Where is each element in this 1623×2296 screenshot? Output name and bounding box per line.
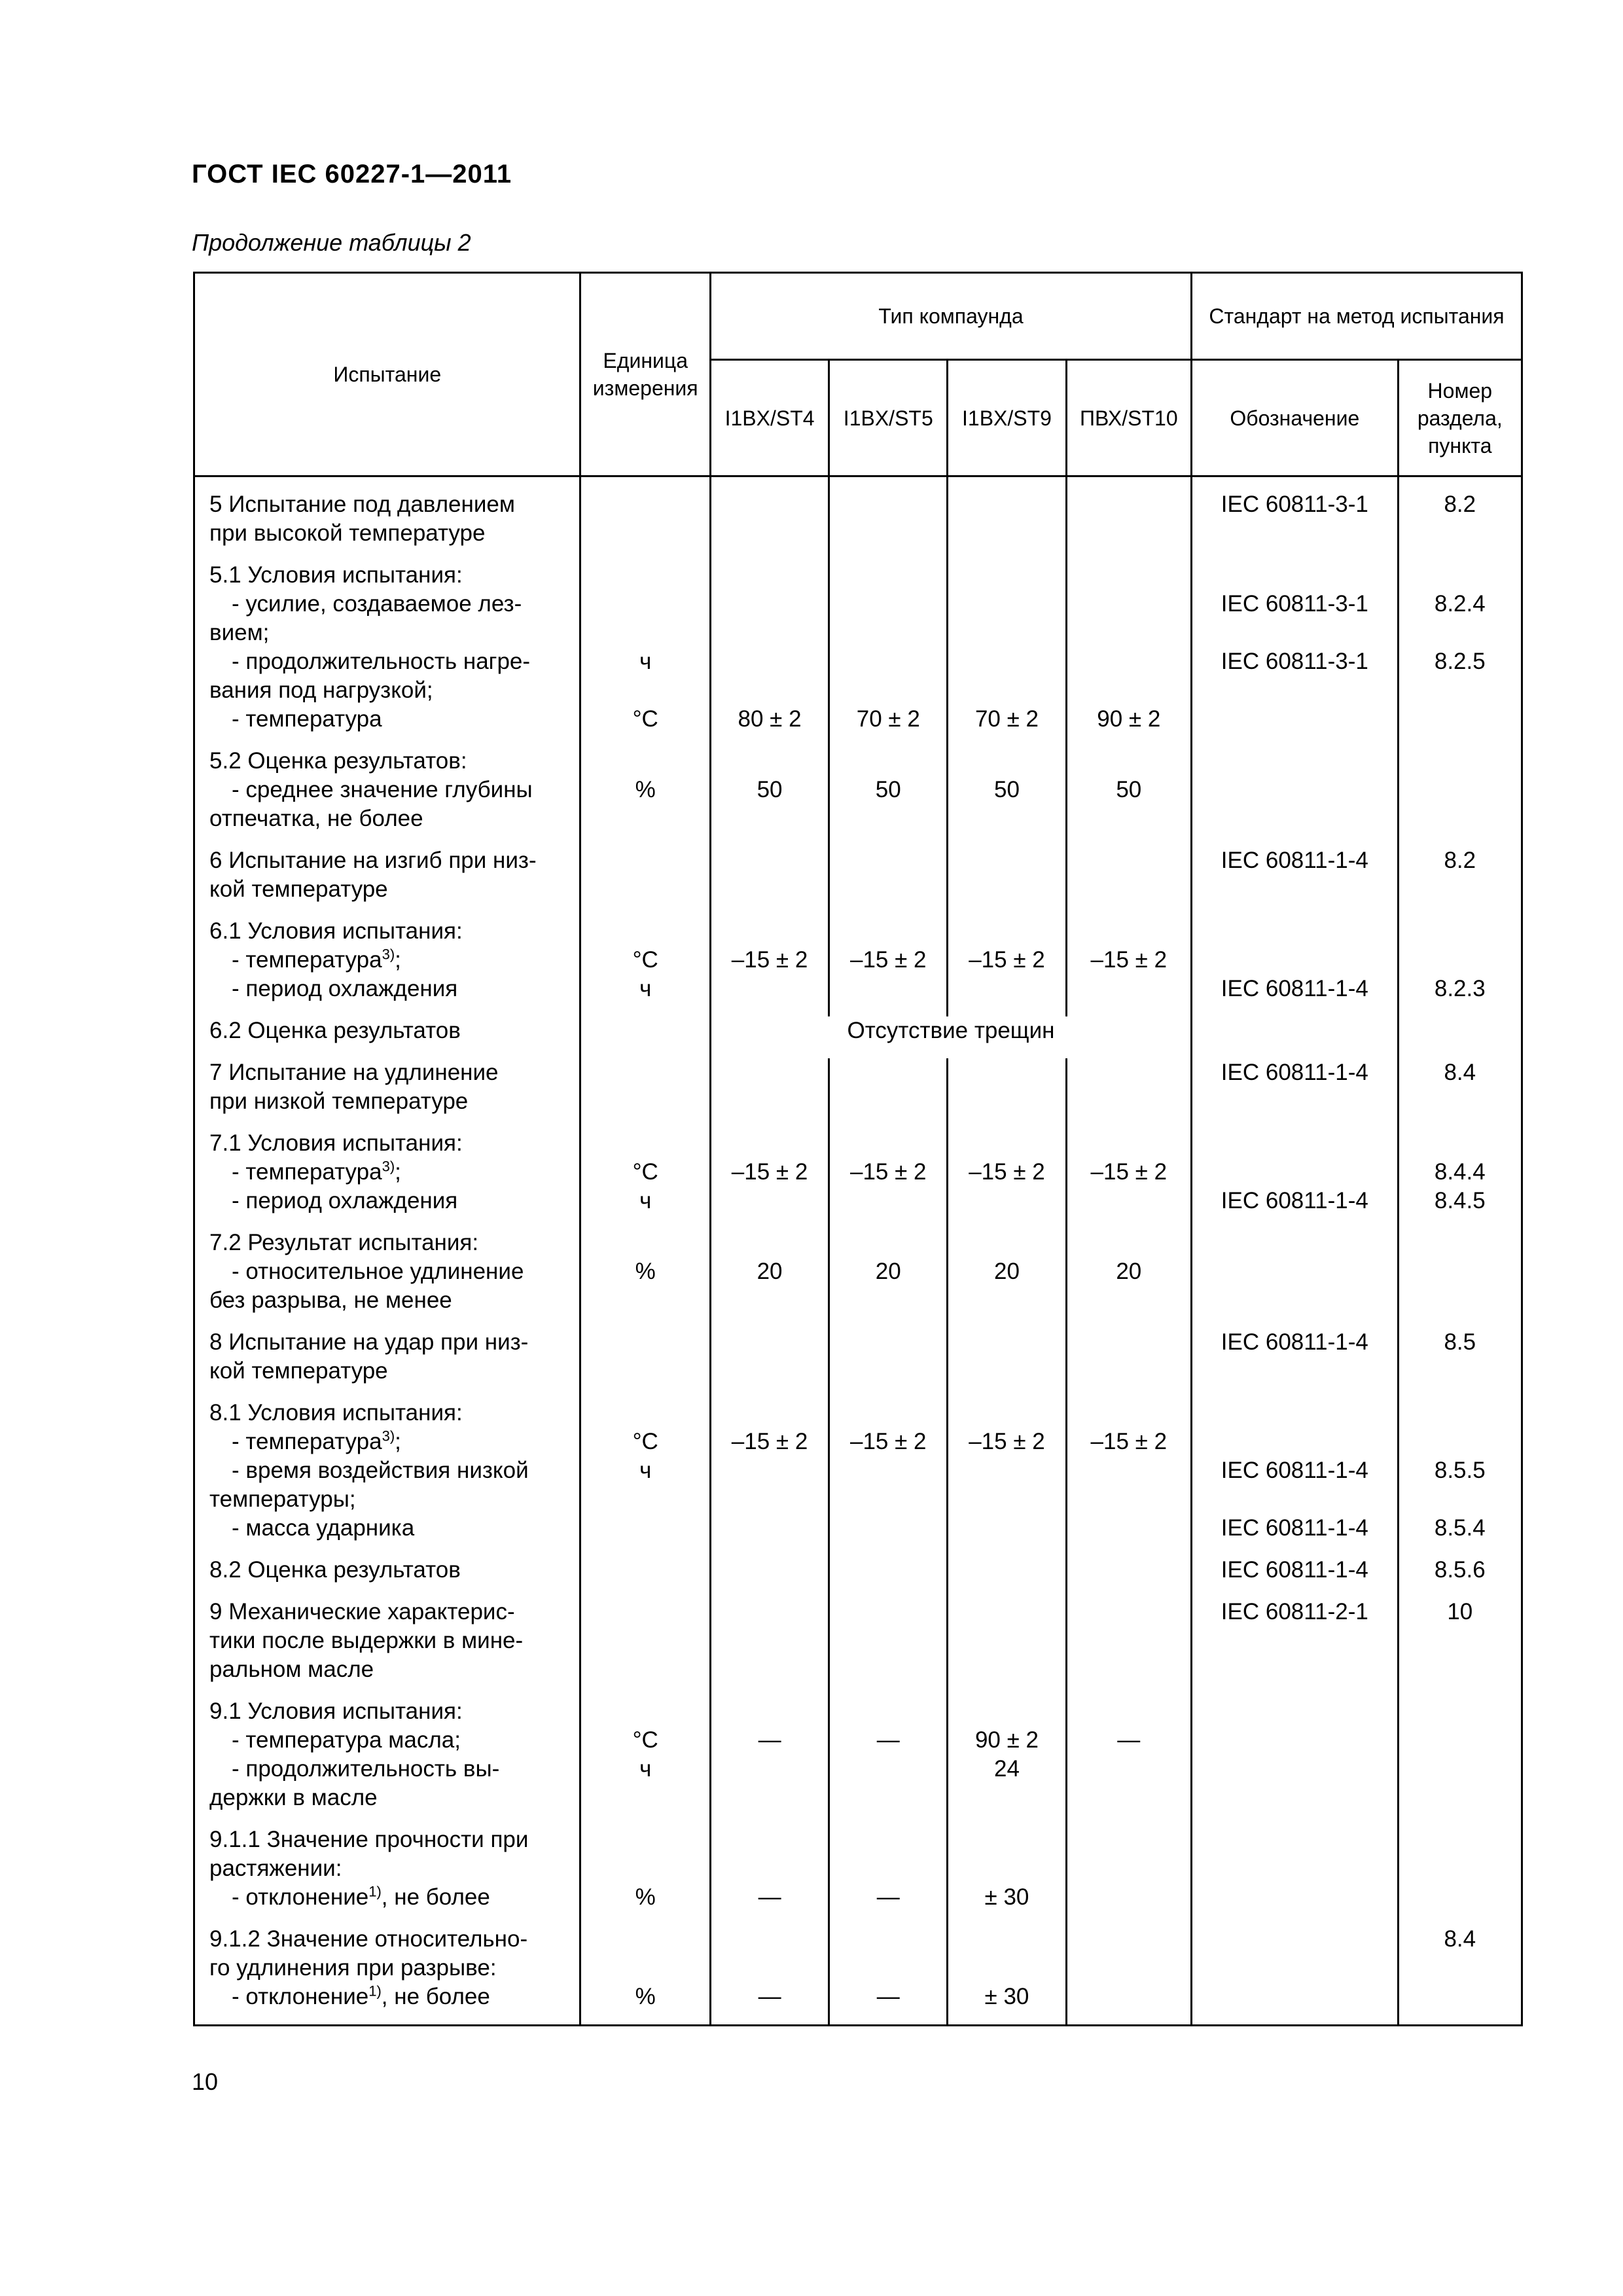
header-compound-3: I1BX/ST9 bbox=[948, 360, 1066, 476]
compound-value: — bbox=[758, 1884, 781, 1910]
compound-value: –15 ± 2 bbox=[1090, 1159, 1168, 1185]
unit-value: °C bbox=[632, 1727, 658, 1753]
row-text: отпечатка, не более bbox=[209, 806, 423, 831]
row-text: 5.1 Условия испытания: bbox=[209, 562, 463, 588]
standard-designation: IEC 60811-3-1 bbox=[1221, 591, 1368, 617]
row-text: при низкой температуре bbox=[209, 1088, 469, 1114]
table-row bbox=[194, 1825, 1522, 1925]
header-compound-4: ПВХ/ST10 bbox=[1066, 360, 1191, 476]
compound-value: 70 ± 2 bbox=[974, 706, 1039, 732]
compound-value: 50 bbox=[757, 777, 783, 802]
compound-value: — bbox=[876, 1884, 900, 1910]
compound-value: 70 ± 2 bbox=[856, 706, 920, 732]
section-number: 8.5 bbox=[1444, 1329, 1476, 1355]
table-row: 6.1 Условия испытания: - температура$^{3)}$; - период охлаждения °C ч –15 ± 2 –15 ± 2 –15 ± 2 –15 ± 2 IEC 60811-1-4 8.2.3 bbox=[194, 917, 1522, 1016]
compound-value: 90 ± 2 bbox=[1097, 706, 1161, 732]
table-row bbox=[194, 561, 1522, 747]
compound-value: –15 ± 2 bbox=[731, 1429, 808, 1454]
table-row bbox=[194, 1556, 1522, 1598]
row-text: 8 Испытание на удар при низ- bbox=[209, 1329, 529, 1355]
row-text: , не более bbox=[381, 1984, 490, 2009]
standard-designation: IEC 60811-1-4 bbox=[1221, 848, 1368, 873]
section-number: 8.2.5 bbox=[1434, 649, 1486, 674]
section-number: 8.2 bbox=[1444, 848, 1476, 873]
row-text: - период охлаждения bbox=[232, 1188, 458, 1213]
table-row bbox=[194, 1697, 1522, 1825]
row-text: 6 Испытание на изгиб при низ- bbox=[209, 848, 537, 873]
row-text: - отклонение bbox=[232, 1984, 369, 2009]
footnote-ref: 1) bbox=[368, 1982, 382, 2000]
table-row bbox=[194, 1925, 1522, 2026]
unit-value: ч bbox=[639, 1756, 652, 1782]
section-number: 8.4 bbox=[1444, 1926, 1476, 1952]
compound-value: –15 ± 2 bbox=[850, 1159, 927, 1185]
row-text: 6.2 Оценка результатов bbox=[209, 1018, 461, 1043]
row-text: 9.1.2 Значение относительно- bbox=[209, 1926, 528, 1952]
result-span: Отсутствие трещин bbox=[847, 1018, 1055, 1043]
compound-value: –15 ± 2 bbox=[850, 947, 927, 973]
section-number: 8.2.3 bbox=[1434, 976, 1486, 1001]
compound-value: 24 bbox=[994, 1756, 1020, 1782]
row-text: - относительное удлинение bbox=[232, 1259, 524, 1284]
compound-value: 20 bbox=[994, 1259, 1020, 1284]
compound-value: –15 ± 2 bbox=[731, 947, 808, 973]
footnote-ref: 3) bbox=[382, 946, 395, 963]
row-text: кой температуре bbox=[209, 1358, 388, 1384]
row-text: - усилие, создаваемое лез- bbox=[232, 591, 522, 617]
row-text: - температура масла; bbox=[232, 1727, 461, 1753]
page-header: ГОСТ IEC 60227-1—2011 bbox=[192, 160, 512, 188]
row-text: 8.1 Условия испытания: bbox=[209, 1400, 463, 1426]
row-text: - период охлаждения bbox=[232, 976, 458, 1001]
row-text: тики после выдержки в мине- bbox=[209, 1628, 524, 1653]
row-text: - продолжительность нагре- bbox=[232, 649, 531, 674]
compound-value: ± 30 bbox=[984, 1984, 1029, 2009]
page-number: 10 bbox=[192, 2068, 219, 2095]
table-row bbox=[194, 747, 1522, 846]
header-unit: Единица измерения bbox=[580, 273, 711, 476]
row-text: 7.1 Условия испытания: bbox=[209, 1130, 463, 1156]
section-number: 8.5.4 bbox=[1434, 1515, 1486, 1541]
header-compound-2: I1BX/ST5 bbox=[829, 360, 948, 476]
table-row bbox=[194, 846, 1522, 917]
compound-value: –15 ± 2 bbox=[850, 1429, 927, 1454]
header-standard: Стандарт на метод испытания bbox=[1192, 273, 1522, 360]
compound-value: — bbox=[876, 1984, 900, 2009]
row-text: 6.1 Условия испытания: bbox=[209, 918, 463, 944]
table-caption: Продолжение таблицы 2 bbox=[192, 229, 471, 256]
compound-value: 20 bbox=[875, 1259, 901, 1284]
compound-value: — bbox=[876, 1727, 900, 1753]
row-text: температуры; bbox=[209, 1486, 356, 1512]
row-text: кой температуре bbox=[209, 876, 388, 902]
compound-value: –15 ± 2 bbox=[1090, 947, 1168, 973]
table-row: 8.1 Условия испытания: - температура$^{3)}$; - время воздействия низкой температуры; - масса ударника °C ч –15 ± 2 –15 ± 2 –15 ± 2 –15 ± 2 IEC 60811-1-4 IEC 60811-1-4 8.5.5 8.5.4 bbox=[194, 1399, 1522, 1556]
standard-designation: IEC 60811-1-4 bbox=[1221, 1458, 1368, 1483]
compound-value: –15 ± 2 bbox=[731, 1159, 808, 1185]
table-row bbox=[194, 1328, 1522, 1399]
standard-designation: IEC 60811-2-1 bbox=[1221, 1599, 1368, 1624]
table-row bbox=[194, 1016, 1522, 1058]
table-row bbox=[194, 1229, 1522, 1328]
compound-value: –15 ± 2 bbox=[969, 1429, 1045, 1454]
compound-value: 20 bbox=[1116, 1259, 1142, 1284]
row-text: го удлинения при разрыве: bbox=[209, 1955, 497, 1981]
section-number: 8.4.5 bbox=[1434, 1188, 1486, 1213]
row-text: 5 Испытание под давлением bbox=[209, 492, 515, 517]
row-text: - температура bbox=[232, 947, 382, 973]
standard-designation: IEC 60811-1-4 bbox=[1221, 976, 1368, 1001]
row-text: 5.2 Оценка результатов: bbox=[209, 748, 467, 774]
unit-value: ч bbox=[639, 1188, 652, 1213]
header-section: Номер раздела, пункта bbox=[1398, 360, 1522, 476]
unit-value: % bbox=[635, 1884, 656, 1910]
row-text: 7.2 Результат испытания: bbox=[209, 1230, 479, 1255]
row-text: при высокой температуре bbox=[209, 520, 486, 546]
row-text: - температура bbox=[232, 1429, 382, 1454]
compound-value: ± 30 bbox=[984, 1884, 1029, 1910]
unit-value: °C bbox=[632, 706, 658, 732]
test-table bbox=[193, 272, 1523, 2026]
row-text: без разрыва, не менее bbox=[209, 1287, 452, 1313]
unit-value: ч bbox=[639, 649, 652, 674]
row-text: вания под нагрузкой; bbox=[209, 677, 433, 703]
row-text: - масса ударника bbox=[232, 1515, 415, 1541]
row-text: держки в масле bbox=[209, 1785, 378, 1810]
unit-value: ч bbox=[639, 1458, 652, 1483]
compound-value: — bbox=[1117, 1727, 1141, 1753]
header-test: Испытание bbox=[194, 273, 580, 476]
row-text: 9 Механические характерис- bbox=[209, 1599, 515, 1624]
compound-value: 50 bbox=[994, 777, 1020, 802]
compound-value: — bbox=[758, 1727, 781, 1753]
row-text: 9.1 Условия испытания: bbox=[209, 1698, 463, 1724]
row-text: - температура bbox=[232, 1159, 382, 1185]
unit-value: % bbox=[635, 1984, 656, 2009]
unit-value: % bbox=[635, 1259, 656, 1284]
compound-value: 90 ± 2 bbox=[974, 1727, 1039, 1753]
compound-value: 20 bbox=[757, 1259, 783, 1284]
section-number: 8.4 bbox=[1444, 1060, 1476, 1085]
standard-designation: IEC 60811-1-4 bbox=[1221, 1188, 1368, 1213]
row-text: - температура bbox=[232, 706, 382, 732]
row-text: , не более bbox=[381, 1884, 490, 1910]
row-text: 9.1.1 Значение прочности при bbox=[209, 1827, 529, 1852]
compound-value: –15 ± 2 bbox=[969, 1159, 1045, 1185]
section-number: 8.4.4 bbox=[1434, 1159, 1486, 1185]
compound-value: –15 ± 2 bbox=[969, 947, 1045, 973]
unit-value: % bbox=[635, 777, 656, 802]
row-text: - отклонение bbox=[232, 1884, 369, 1910]
compound-value: 50 bbox=[875, 777, 901, 802]
compound-value: 80 ± 2 bbox=[738, 706, 802, 732]
unit-value: ч bbox=[639, 976, 652, 1001]
unit-value: °C bbox=[632, 947, 658, 973]
row-text: - время воздействия низкой bbox=[232, 1458, 529, 1483]
row-text: - среднее значение глубины bbox=[232, 777, 533, 802]
standard-designation: IEC 60811-3-1 bbox=[1221, 649, 1368, 674]
table-row bbox=[194, 476, 1522, 562]
row-text: растяжении: bbox=[209, 1856, 342, 1881]
section-number: 8.5.6 bbox=[1434, 1557, 1486, 1583]
table-row bbox=[194, 1058, 1522, 1129]
row-text: ральном масле bbox=[209, 1657, 374, 1682]
standard-designation: IEC 60811-1-4 bbox=[1221, 1060, 1368, 1085]
compound-value: –15 ± 2 bbox=[1090, 1429, 1168, 1454]
table-row: 7.1 Условия испытания: - температура$^{3)}$; - период охлаждения °C ч –15 ± 2 –15 ± 2 –15 ± 2 –15 ± 2 IEC 60811-1-4 8.4.4 8.4.5 bbox=[194, 1129, 1522, 1229]
footnote-ref: 3) bbox=[382, 1158, 395, 1175]
standard-designation: IEC 60811-1-4 bbox=[1221, 1329, 1368, 1355]
row-text: вием; bbox=[209, 620, 270, 645]
table-row bbox=[194, 1598, 1522, 1697]
section-number: 10 bbox=[1447, 1599, 1473, 1624]
header-designation: Обозначение bbox=[1192, 360, 1399, 476]
unit-value: °C bbox=[632, 1429, 658, 1454]
compound-value: — bbox=[758, 1984, 781, 2009]
section-number: 8.2.4 bbox=[1434, 591, 1486, 617]
footnote-ref: 1) bbox=[368, 1883, 382, 1900]
footnote-ref: 3) bbox=[382, 1427, 395, 1444]
compound-value: 50 bbox=[1116, 777, 1142, 802]
header-compound-1: I1BX/ST4 bbox=[710, 360, 829, 476]
section-number: 8.5.5 bbox=[1434, 1458, 1486, 1483]
row-text: - продолжительность вы- bbox=[232, 1756, 500, 1782]
unit-value: °C bbox=[632, 1159, 658, 1185]
standard-designation: IEC 60811-1-4 bbox=[1221, 1515, 1368, 1541]
row-text: 7 Испытание на удлинение bbox=[209, 1060, 499, 1085]
section-number: 8.2 bbox=[1444, 492, 1476, 517]
standard-designation: IEC 60811-3-1 bbox=[1221, 492, 1368, 517]
standard-designation: IEC 60811-1-4 bbox=[1221, 1557, 1368, 1583]
row-text: 8.2 Оценка результатов bbox=[209, 1557, 461, 1583]
header-compound-type: Тип компаунда bbox=[710, 273, 1191, 360]
